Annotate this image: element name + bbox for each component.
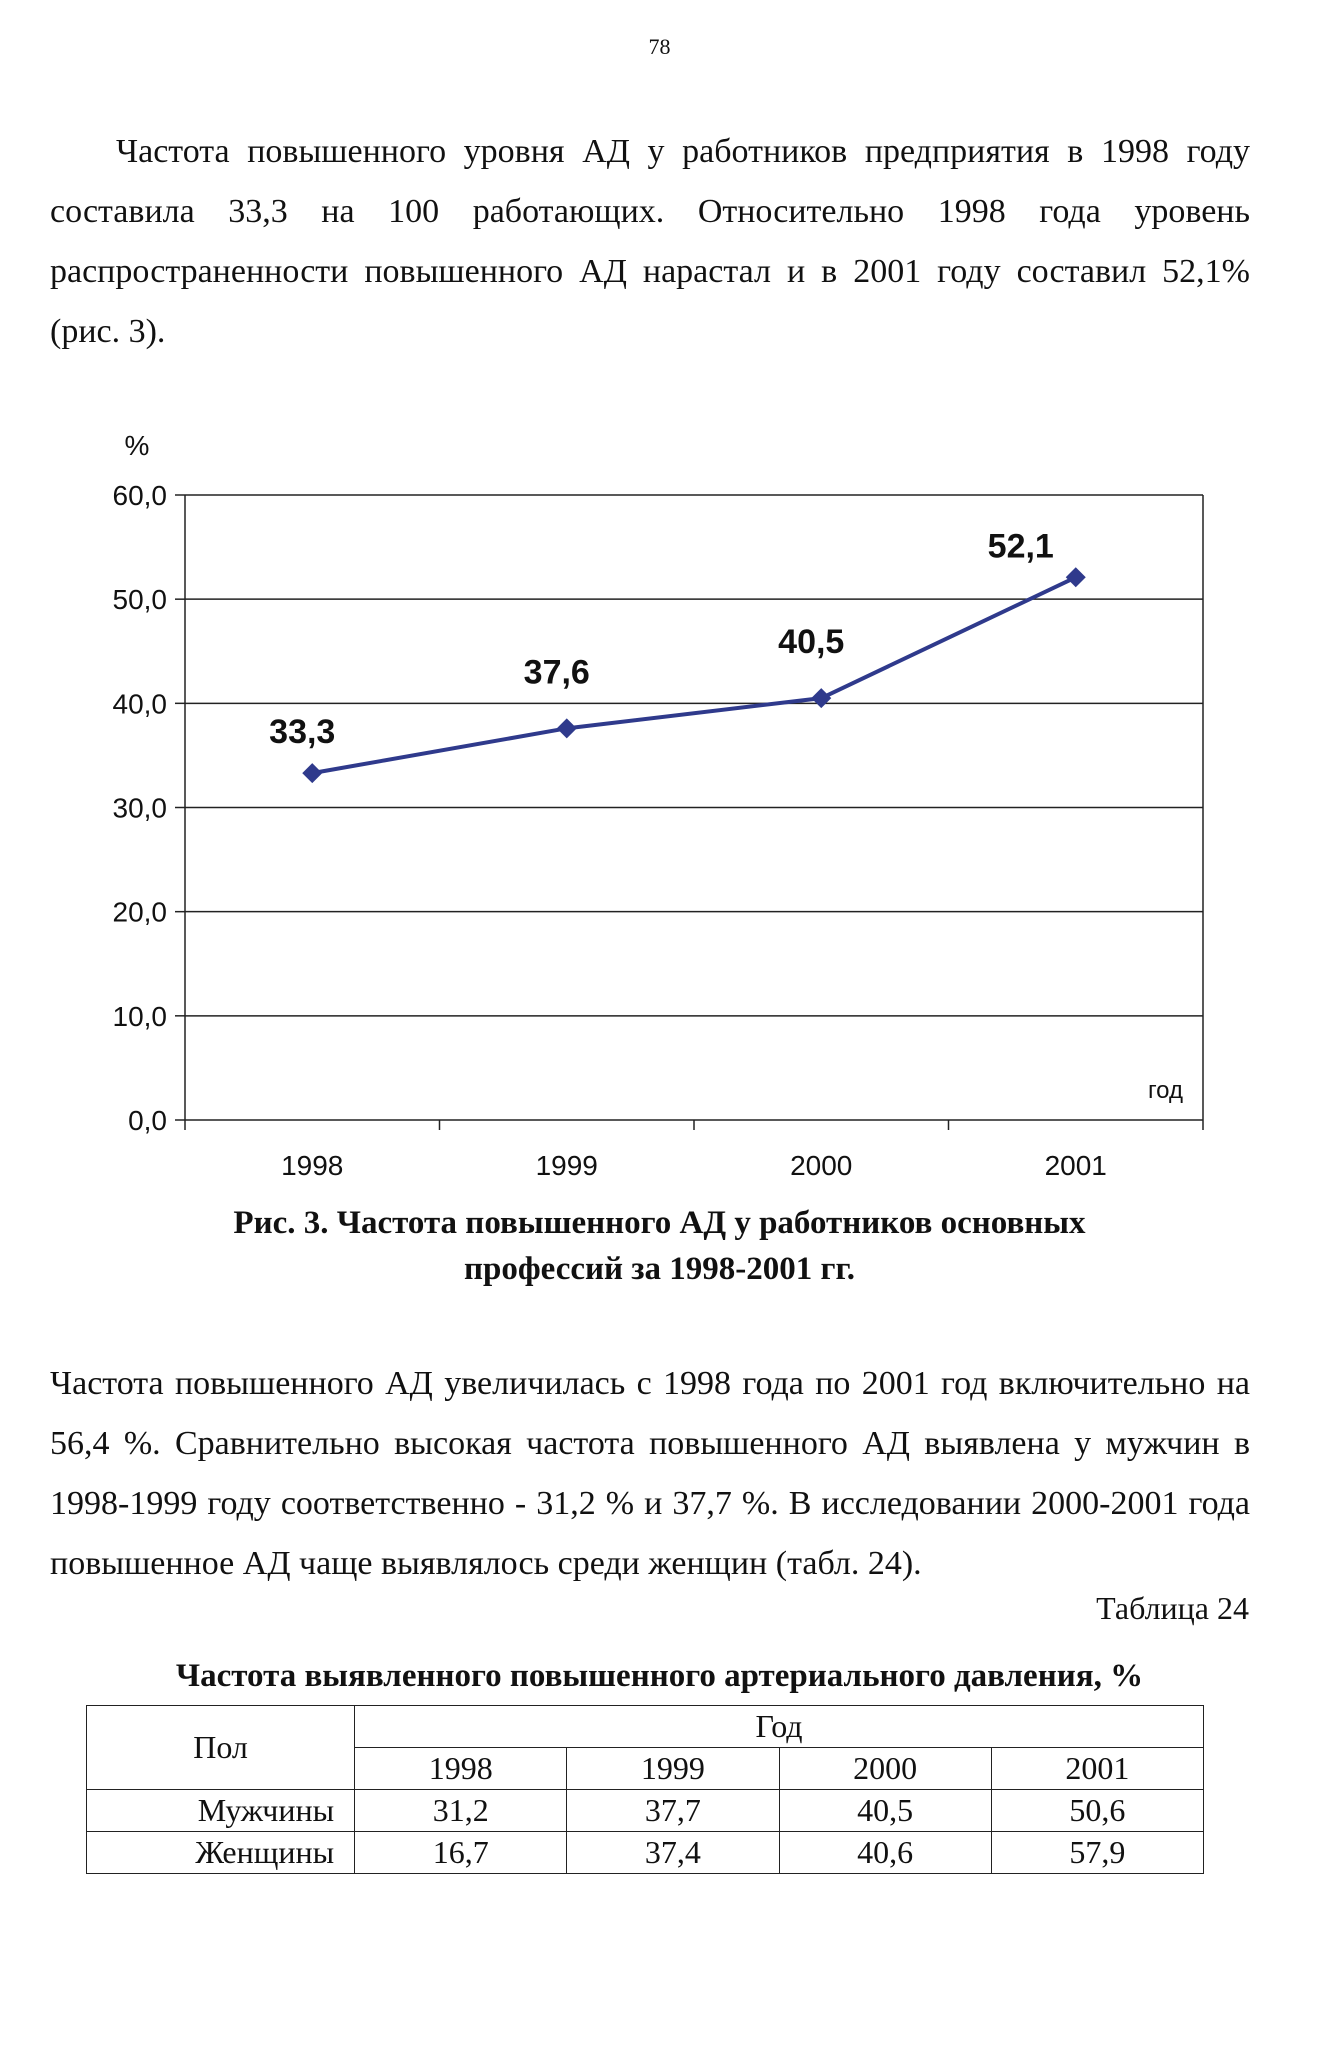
data-label: 40,5	[778, 623, 845, 662]
x-tick-label: 1998	[281, 1150, 344, 1181]
table-row	[87, 1790, 1204, 1832]
line-chart	[0, 420, 1319, 1200]
chart-svg	[0, 420, 1319, 1200]
table-title: Частота выявленного повышенного артериального давления, %	[175, 1658, 1144, 1694]
table-cell: 40,6	[779, 1832, 991, 1874]
table-cell: 31,2	[355, 1790, 567, 1832]
data-label: 52,1	[987, 527, 1054, 566]
table-cell: 16,7	[355, 1832, 567, 1874]
year-header: 1999	[567, 1748, 779, 1790]
table-row	[87, 1832, 1204, 1874]
x-tick-label: 2000	[790, 1150, 853, 1181]
row-label: Женщины	[87, 1832, 355, 1874]
table-cell: 37,4	[567, 1832, 779, 1874]
y-tick-label: 20,0	[112, 896, 167, 928]
row-header-cell: Пол	[87, 1706, 355, 1790]
y-tick-label: 40,0	[112, 688, 167, 720]
x-tick-label: 2001	[1044, 1150, 1107, 1181]
data-point-marker	[811, 688, 831, 708]
year-header: 2001	[991, 1748, 1203, 1790]
paragraph-results: Частота повышенного АД увеличилась с 1998 года по 2001 год включительно на 56,4 %. Сравнительно высокая частота повышенного АД выявлена у мужчин в 1998-1999 году соответственно - 31,2 % и 37,7 %. В исследовании 2000-2001 года повышенное АД чаще выявлялось среди женщин (табл. 24).	[50, 1365, 1250, 1582]
table-cell: 40,5	[779, 1790, 991, 1832]
data-point-marker	[1066, 567, 1086, 587]
x-tick-label: 1999	[535, 1150, 598, 1181]
data-point-marker	[302, 763, 322, 783]
y-axis-label: %	[124, 430, 150, 461]
series-line	[312, 577, 1076, 773]
table-cell: 37,7	[567, 1790, 779, 1832]
table-cell: 57,9	[991, 1832, 1203, 1874]
year-header: 2000	[779, 1748, 991, 1790]
year-group-header: Год	[355, 1706, 1204, 1748]
page-number: 78	[648, 34, 671, 59]
y-tick-label: 10,0	[112, 1000, 167, 1032]
row-label: Мужчины	[87, 1790, 355, 1832]
data-label: 33,3	[269, 713, 336, 752]
table-label: Таблица 24	[1096, 1590, 1249, 1626]
x-axis-label: год	[1147, 1077, 1183, 1104]
table-cell: 50,6	[991, 1790, 1203, 1832]
caption-line-1: Рис. 3. Частота повышенного АД у работников основных	[233, 1205, 1086, 1241]
y-tick-label: 50,0	[112, 584, 167, 616]
caption-line-2: профессий за 1998-2001 гг.	[463, 1251, 856, 1287]
figure-caption	[0, 1200, 1319, 1292]
frequency-table	[86, 1705, 1204, 1874]
data-point-marker	[557, 718, 577, 738]
y-tick-label: 30,0	[112, 792, 167, 824]
year-header: 1998	[355, 1748, 567, 1790]
table-header-row	[87, 1706, 1204, 1748]
data-label: 37,6	[523, 653, 590, 692]
y-tick-label: 60,0	[112, 480, 167, 511]
y-tick-label: 0,0	[128, 1105, 167, 1136]
paragraph-intro: Частота повышенного уровня АД у работников предприятия в 1998 году составила 33,3 на 100 работающих. Относительно 1998 года уровень распространенности повышенного АД нарастал и в 2001 году составил 52,1% (рис. 3).	[50, 133, 1250, 350]
